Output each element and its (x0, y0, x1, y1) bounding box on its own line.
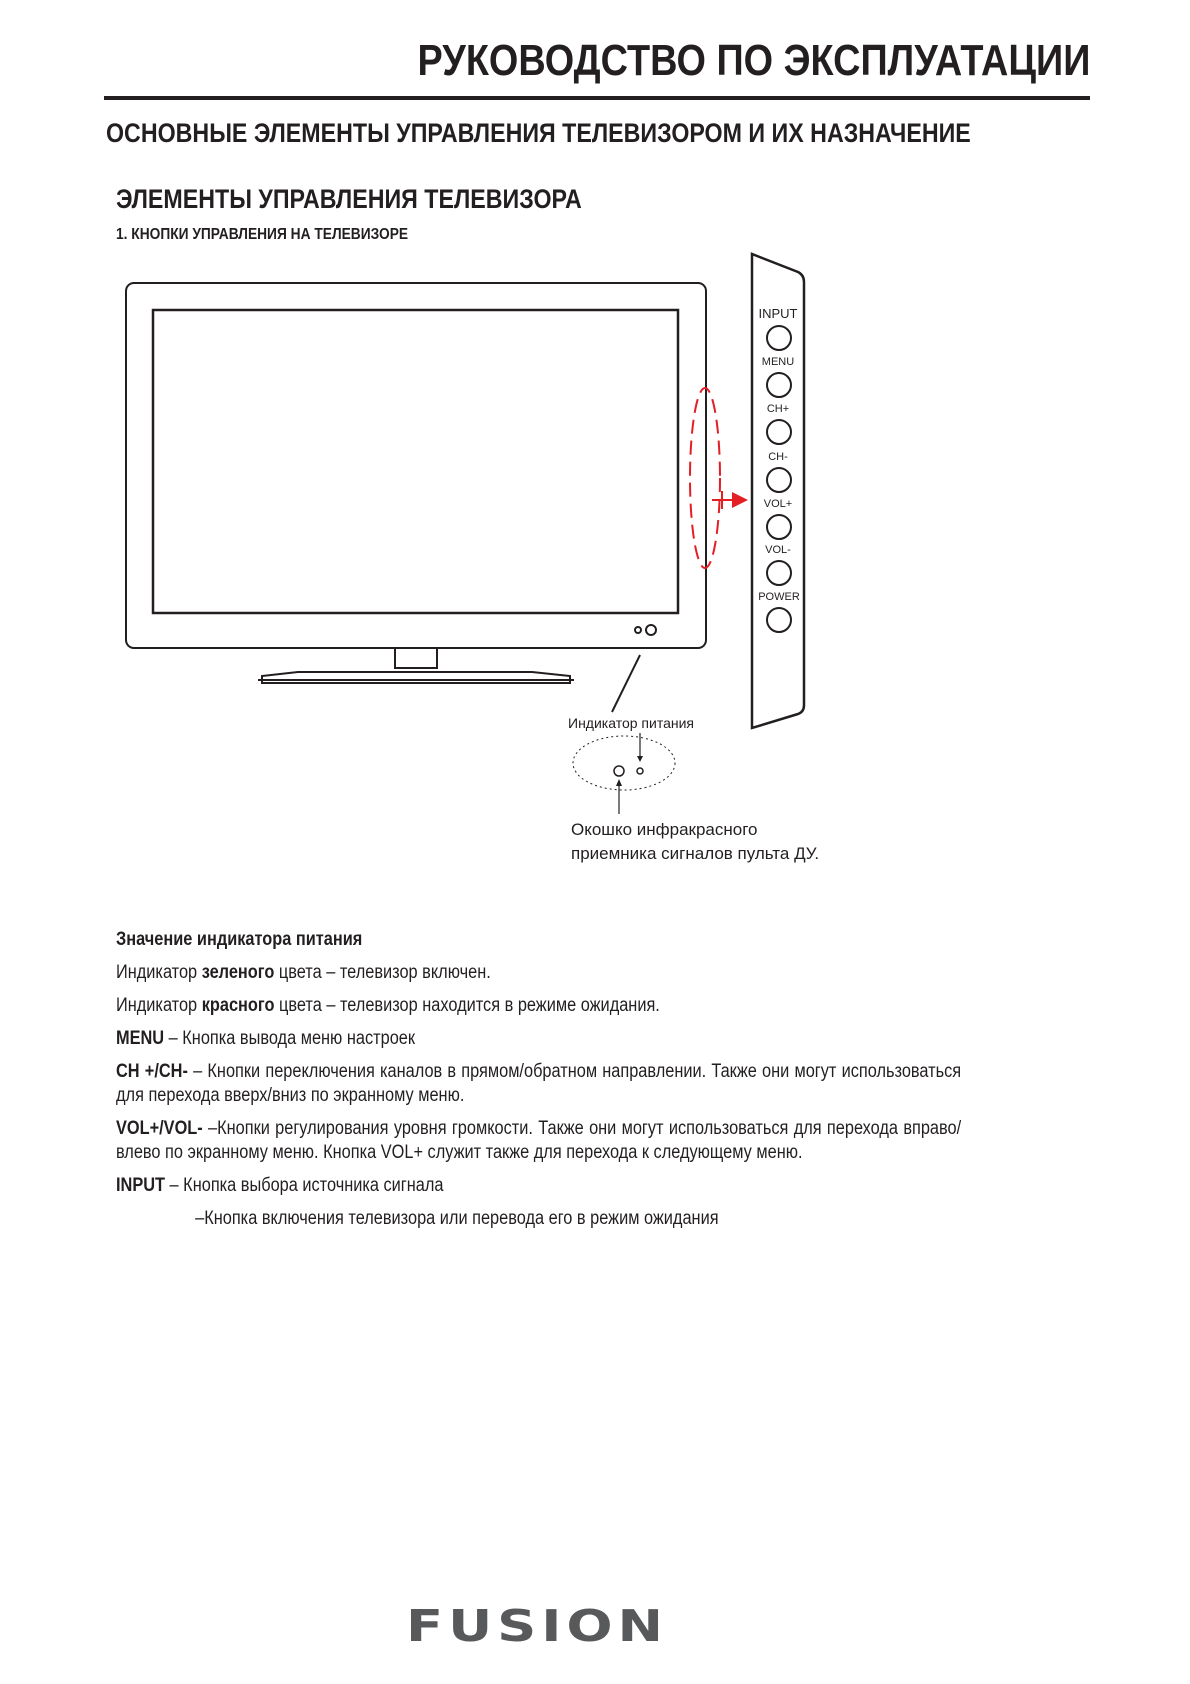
ch-description: CH +/CH- – Кнопки переключения каналов в прямом/обратном направлении. Также они могут использоваться для перехода вверх/вниз по экранному меню. (116, 1061, 962, 1106)
side-button-label: CH+ (766, 403, 790, 415)
side-button-label: MENU (761, 356, 795, 368)
callout-leader-line (612, 655, 640, 712)
tv-stand-base (262, 672, 570, 683)
menu-description: MENU – Кнопка вывода меню настроек (116, 1028, 416, 1049)
side-button-vol-plus[interactable] (764, 498, 792, 539)
vol-description: VOL+/VOL- –Кнопки регулирования уровня громкости. Также они могут использоваться для перехода вправо/влево по экранному меню. Кнопка VOL+ служит также для перехода к следующему меню. (116, 1118, 962, 1163)
power-description: –Кнопка включения телевизора или перевода его в режим ожидания (195, 1208, 719, 1229)
side-button-ch-minus[interactable] (767, 451, 791, 492)
section-title: ОСНОВНЫЕ ЭЛЕМЕНТЫ УПРАВЛЕНИЯ ТЕЛЕВИЗОРОМ И ИХ НАЗНАЧЕНИЕ (106, 118, 971, 148)
indicator-heading: Значение индикатора питания (116, 929, 363, 950)
red-indicator-line: Индикатор красного цвета – телевизор находится в режиме ожидания. (116, 995, 660, 1016)
side-button-vol-minus[interactable] (765, 544, 791, 585)
callout-power-indicator (637, 768, 643, 774)
side-button-label: CH- (768, 451, 788, 463)
ir-window-label: Окошко инфракрасного (571, 820, 758, 839)
tv-ir-window (646, 625, 656, 635)
callout-ir-arrow-icon (616, 779, 622, 814)
side-button-label: VOL+ (763, 498, 793, 510)
callout-ir-window (614, 766, 624, 776)
side-button-ch-plus[interactable] (767, 403, 791, 444)
tv-frame (126, 283, 706, 648)
power-indicator-label: Индикатор питания (568, 715, 694, 731)
tv-screen (153, 310, 678, 613)
descriptions-block (116, 928, 961, 1240)
highlight-arrow-icon (712, 491, 748, 509)
fusion-logo-text: FUSION (406, 1605, 668, 1645)
side-button-input[interactable] (759, 306, 798, 350)
fusion-logo (402, 1605, 672, 1645)
tv-power-indicator (635, 627, 641, 633)
side-button-power[interactable] (758, 591, 800, 632)
input-description: INPUT – Кнопка выбора источника сигнала (116, 1175, 444, 1196)
side-button-label: POWER (758, 591, 800, 603)
page-title: РУКОВОДСТВО ПО ЭКСПЛУАТАЦИИ (417, 36, 1090, 85)
callout-dotted-ellipse (573, 736, 675, 790)
tv-front (126, 283, 706, 683)
green-indicator-line: Индикатор зеленого цвета – телевизор включен. (116, 962, 491, 983)
subsection-subtitle: 1. КНОПКИ УПРАВЛЕНИЯ НА ТЕЛЕВИЗОРЕ (116, 226, 409, 243)
side-button-label: VOL- (765, 544, 791, 556)
tv-stand-neck (395, 648, 437, 668)
ir-window-label-line2: приемника сигналов пульта ДУ. (571, 844, 820, 863)
side-button-label: INPUT (758, 306, 798, 321)
subsection-title: ЭЛЕМЕНТЫ УПРАВЛЕНИЯ ТЕЛЕВИЗОРА (116, 184, 582, 214)
side-button-menu[interactable] (762, 356, 794, 397)
